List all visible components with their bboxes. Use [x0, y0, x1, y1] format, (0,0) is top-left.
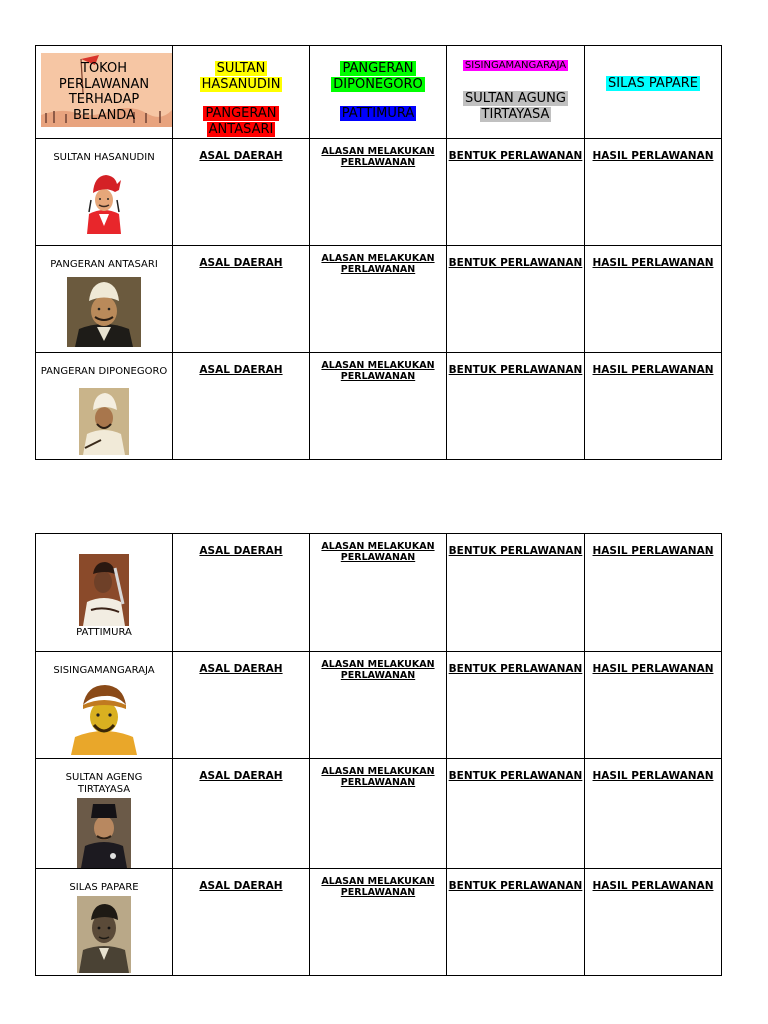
table-2	[35, 533, 722, 976]
asal-daerah-cell[interactable]	[173, 759, 310, 869]
alasan-label: ALASAN MELAKUKAN PERLAWANAN	[321, 766, 435, 788]
diponegoro-portrait	[79, 388, 129, 455]
figure-name: SILAS PAPARE	[69, 882, 139, 893]
hasil-label: HASIL PERLAWANAN	[592, 880, 714, 892]
title-line-4: BELANDA	[73, 107, 135, 123]
hasil-label: HASIL PERLAWANAN	[592, 545, 714, 557]
asal-daerah-cell[interactable]	[173, 869, 310, 976]
title-cell	[36, 46, 173, 139]
title-line-3: TERHADAP	[68, 92, 140, 107]
figure-cell	[36, 353, 173, 460]
alasan-cell[interactable]	[310, 869, 447, 976]
figure-cell	[36, 652, 173, 759]
legend-sultan-agung-2: TIRTAYASA	[481, 106, 550, 122]
figure-name: PANGERAN ANTASARI	[50, 259, 158, 270]
bentuk-label: BENTUK PERLAWANAN	[448, 880, 583, 892]
table-row	[36, 139, 722, 246]
hasil-cell[interactable]	[585, 869, 722, 976]
table-row	[36, 759, 722, 869]
legend-sultan-hasanudin-2: HASANUDIN	[201, 76, 281, 92]
figure-cell	[36, 246, 173, 353]
alasan-label: ALASAN MELAKUKAN PERLAWANAN	[321, 659, 435, 681]
title-line-2: PERLAWANAN	[58, 76, 150, 92]
table-row	[36, 246, 722, 353]
bentuk-label: BENTUK PERLAWANAN	[448, 663, 583, 675]
table-row	[36, 534, 722, 652]
asal-daerah-cell[interactable]	[173, 246, 310, 353]
asal-daerah-cell[interactable]	[173, 353, 310, 460]
title-line-1: TOKOH	[81, 61, 127, 76]
alasan-cell[interactable]	[310, 246, 447, 353]
asal-daerah-label: ASAL DAERAH	[199, 150, 283, 162]
alasan-label: ALASAN MELAKUKAN PERLAWANAN	[321, 146, 435, 168]
bentuk-label: BENTUK PERLAWANAN	[448, 770, 583, 782]
pattimura-portrait	[79, 554, 129, 626]
asal-daerah-label: ASAL DAERAH	[199, 364, 283, 376]
alasan-label: ALASAN MELAKUKAN PERLAWANAN	[321, 541, 435, 563]
asal-daerah-cell[interactable]	[173, 652, 310, 759]
sisingamangaraja-portrait	[69, 681, 139, 755]
bentuk-cell[interactable]	[447, 534, 585, 652]
bentuk-cell[interactable]	[447, 652, 585, 759]
legend-sultan-hasanudin-1: SULTAN	[216, 61, 266, 76]
asal-daerah-cell[interactable]	[173, 139, 310, 246]
hasil-cell[interactable]	[585, 652, 722, 759]
figure-name: PANGERAN DIPONEGORO	[40, 366, 168, 377]
table-1	[35, 45, 722, 460]
header-col-3	[310, 46, 447, 139]
antasari-portrait	[67, 277, 141, 347]
table-row	[36, 652, 722, 759]
alasan-label: ALASAN MELAKUKAN PERLAWANAN	[321, 876, 435, 898]
alasan-cell[interactable]	[310, 534, 447, 652]
figure-name: SISINGAMANGARAJA	[53, 665, 155, 676]
figure-cell	[36, 869, 173, 976]
hasil-cell[interactable]	[585, 246, 722, 353]
header-col-5	[585, 46, 722, 139]
asal-daerah-label: ASAL DAERAH	[199, 880, 283, 892]
asal-daerah-label: ASAL DAERAH	[199, 663, 283, 675]
hasil-cell[interactable]	[585, 534, 722, 652]
silas-papare-portrait	[77, 896, 131, 973]
bentuk-cell[interactable]	[447, 759, 585, 869]
hasil-cell[interactable]	[585, 353, 722, 460]
alasan-label: ALASAN MELAKUKAN PERLAWANAN	[321, 253, 435, 275]
legend-pangeran-antasari-1: PANGERAN	[205, 106, 277, 121]
legend-sultan-agung-1: SULTAN AGUNG	[465, 91, 566, 106]
figure-name: SULTAN AGENG TIRTAYASA	[65, 772, 143, 795]
legend-pangeran-antasari-2: ANTASARI	[208, 121, 274, 137]
bentuk-cell[interactable]	[447, 139, 585, 246]
legend-pattimura: PATTIMURA	[341, 106, 415, 121]
bentuk-label: BENTUK PERLAWANAN	[448, 364, 583, 376]
header-col-2	[173, 46, 310, 139]
hasil-label: HASIL PERLAWANAN	[592, 770, 714, 782]
tirtayasa-portrait	[77, 798, 131, 868]
legend-silas-papare: SILAS PAPARE	[608, 76, 698, 91]
hasil-cell[interactable]	[585, 139, 722, 246]
asal-daerah-label: ASAL DAERAH	[199, 770, 283, 782]
hasil-label: HASIL PERLAWANAN	[592, 663, 714, 675]
alasan-cell[interactable]	[310, 353, 447, 460]
hasil-label: HASIL PERLAWANAN	[592, 150, 714, 162]
figure-cell	[36, 139, 173, 246]
alasan-cell[interactable]	[310, 139, 447, 246]
hasil-cell[interactable]	[585, 759, 722, 869]
figure-cell	[36, 759, 173, 869]
bentuk-cell[interactable]	[447, 246, 585, 353]
bentuk-cell[interactable]	[447, 869, 585, 976]
figure-name: SULTAN HASANUDIN	[53, 152, 155, 163]
asal-daerah-label: ASAL DAERAH	[199, 545, 283, 557]
hasil-label: HASIL PERLAWANAN	[592, 257, 714, 269]
hasanudin-portrait	[77, 170, 131, 234]
figure-cell	[36, 534, 173, 652]
header-col-4	[447, 46, 585, 139]
legend-pangeran-diponegoro-2: DIPONEGORO	[333, 76, 423, 92]
figure-name: PATTIMURA	[76, 627, 132, 638]
bentuk-label: BENTUK PERLAWANAN	[448, 150, 583, 162]
bentuk-label: BENTUK PERLAWANAN	[448, 257, 583, 269]
bentuk-cell[interactable]	[447, 353, 585, 460]
legend-sisingamangaraja: SISINGAMANGARAJA	[464, 60, 567, 71]
asal-daerah-cell[interactable]	[173, 534, 310, 652]
legend-pangeran-diponegoro-1: PANGERAN	[342, 61, 414, 76]
table-row	[36, 353, 722, 460]
hasil-label: HASIL PERLAWANAN	[592, 364, 714, 376]
alasan-label: ALASAN MELAKUKAN PERLAWANAN	[321, 360, 435, 382]
alasan-cell[interactable]	[310, 652, 447, 759]
alasan-cell[interactable]	[310, 759, 447, 869]
header-row	[36, 46, 722, 139]
asal-daerah-label: ASAL DAERAH	[199, 257, 283, 269]
table-row	[36, 869, 722, 976]
bentuk-label: BENTUK PERLAWANAN	[448, 545, 583, 557]
